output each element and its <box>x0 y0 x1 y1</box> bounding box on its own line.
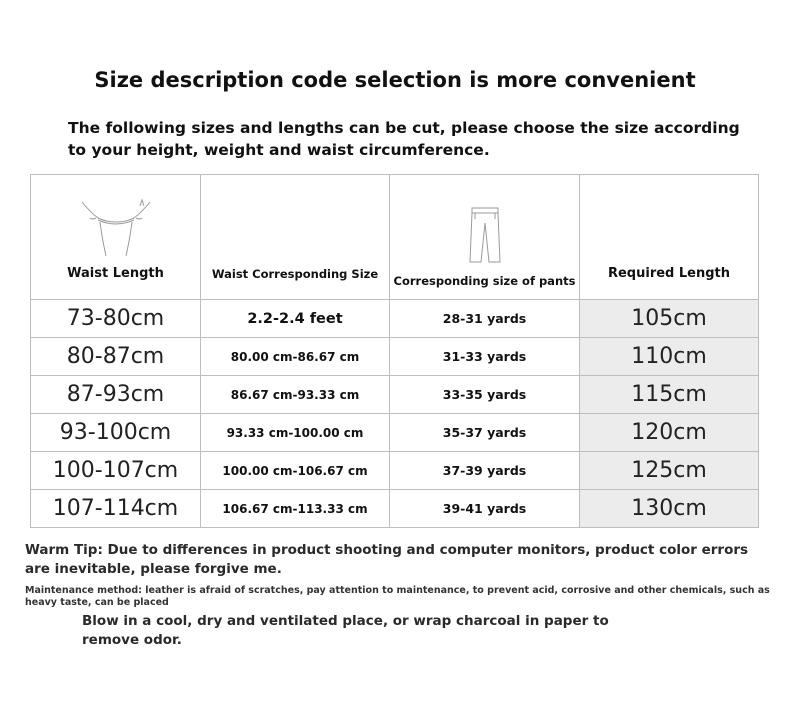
header-waist-length <box>31 175 201 300</box>
pants-size-cell: 28-31 yards <box>390 300 580 338</box>
waist-length-cell: 93-100cm <box>31 414 201 452</box>
pants-size-cell: 39-41 yards <box>390 490 580 528</box>
header-required-length <box>580 175 759 300</box>
pants-size-cell: 33-35 yards <box>390 376 580 414</box>
table-row <box>31 490 759 528</box>
header-label: Corresponding size of pants <box>393 274 576 288</box>
waist-size-cell: 100.00 cm-106.67 cm <box>201 452 390 490</box>
required-length-cell: 110cm <box>580 338 759 376</box>
waist-length-cell: 73-80cm <box>31 300 201 338</box>
required-length-cell: 105cm <box>580 300 759 338</box>
header-label: Waist Length <box>67 266 164 281</box>
table-row <box>31 452 759 490</box>
maintenance-note: Maintenance method: leather is afraid of scratches, pay attention to maintenance, to prevent acid, corrosive and other chemicals, such as heavy taste, can be placed <box>25 585 770 608</box>
waist-size-cell: 86.67 cm-93.33 cm <box>201 376 390 414</box>
table-header-row <box>31 175 759 300</box>
page-subtitle: The following sizes and lengths can be cut, please choose the size according to your height, weight and waist circumference. <box>68 119 740 159</box>
waist-size-cell: 2.2-2.4 feet <box>201 300 390 338</box>
table-row <box>31 376 759 414</box>
pants-size-cell: 37-39 yards <box>390 452 580 490</box>
waist-size-cell: 106.67 cm-113.33 cm <box>201 490 390 528</box>
waist-measure-icon <box>31 198 200 258</box>
pants-icon <box>390 205 579 265</box>
size-table <box>30 174 759 528</box>
table-row <box>31 338 759 376</box>
waist-size-cell: 80.00 cm-86.67 cm <box>201 338 390 376</box>
waist-length-cell: 80-87cm <box>31 338 201 376</box>
waist-length-cell: 107-114cm <box>31 490 201 528</box>
required-length-cell: 120cm <box>580 414 759 452</box>
pants-size-cell: 31-33 yards <box>390 338 580 376</box>
table-row <box>31 414 759 452</box>
pants-size-cell: 35-37 yards <box>390 414 580 452</box>
warm-tip: Warm Tip: Due to differences in product shooting and computer monitors, product color errors are inevitable, please forgive me. <box>25 542 749 577</box>
table-row <box>31 300 759 338</box>
header-label: Waist Corresponding Size <box>211 267 379 281</box>
page-title: Size description code selection is more convenient <box>94 68 696 92</box>
waist-size-cell: 93.33 cm-100.00 cm <box>201 414 390 452</box>
header-label: Required Length <box>607 266 731 281</box>
required-length-cell: 125cm <box>580 452 759 490</box>
storage-note: Blow in a cool, dry and ventilated place, or wrap charcoal in paper to remove odor. <box>82 613 609 648</box>
required-length-cell: 115cm <box>580 376 759 414</box>
required-length-cell: 130cm <box>580 490 759 528</box>
waist-length-cell: 100-107cm <box>31 452 201 490</box>
header-waist-corresponding-size <box>201 175 390 300</box>
header-corresponding-pants-size <box>390 175 580 300</box>
waist-length-cell: 87-93cm <box>31 376 201 414</box>
